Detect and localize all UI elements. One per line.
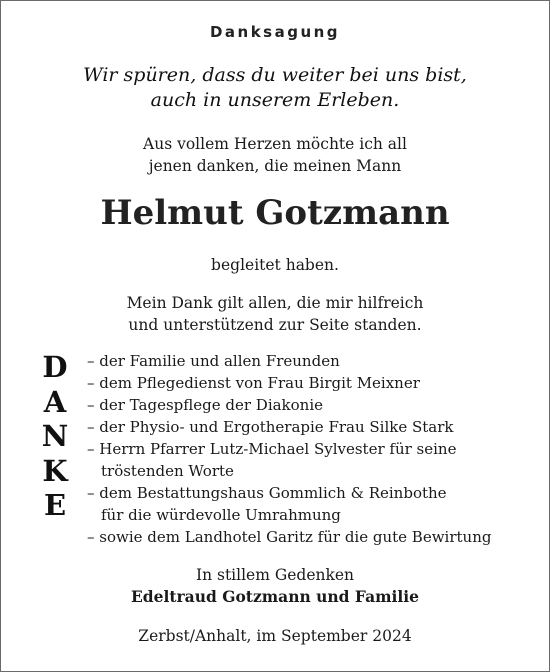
family-signature: Edeltraud Gotzmann und Familie (130, 587, 420, 606)
deceased-name: Helmut Gotzmann (100, 193, 450, 233)
memorial-quote (1, 63, 549, 113)
thanks-line-1: Mein Dank gilt allen, die mir hilfreich (126, 294, 424, 312)
danke-letter: D (42, 350, 68, 384)
intro-line-2: jenen danken, die meinen Mann (148, 157, 402, 175)
list-item (87, 394, 537, 416)
list-item-continuation: tröstenden Worte (101, 462, 234, 480)
list-item-continuation: für die würdevolle Umrahmung (101, 506, 341, 524)
danke-letter: N (41, 419, 69, 453)
list-item (87, 372, 537, 394)
list-item-text: – dem Pflegedienst von Frau Birgit Meixner (87, 374, 420, 392)
list-item-text: – der Tagespflege der Diakonie (87, 396, 324, 414)
danke-letter: K (42, 453, 68, 488)
thanks-text (1, 292, 549, 336)
list-item (87, 482, 537, 526)
after-name-text: begleitet haben. (211, 256, 339, 274)
closing-line-1: In stillem Gedenken (195, 566, 355, 584)
list-item (87, 526, 537, 548)
list-item-text: – der Physio- und Ergotherapie Frau Silke Stark (87, 418, 454, 436)
quote-line-1: Wir spüren, dass du weiter bei uns bist, (83, 64, 467, 86)
thanks-line-2: und unterstützend zur Seite standen. (128, 316, 422, 334)
closing-text (1, 564, 549, 608)
notice-heading: Danksagung (209, 23, 341, 41)
place-date: Zerbst/Anhalt, im September 2024 (138, 627, 412, 645)
list-item (87, 350, 537, 372)
intro-text (1, 133, 549, 177)
danke-letter: A (43, 384, 67, 419)
list-item-text: – dem Bestattungshaus Gommlich & Reinbothe (87, 484, 447, 502)
thanks-list (87, 350, 537, 548)
list-item-text: – der Familie und allen Freunden (87, 352, 340, 370)
list-item-text: – Herrn Pfarrer Lutz-Michael Sylvester für seine (87, 440, 457, 458)
danke-letter: E (43, 488, 67, 522)
intro-line-1: Aus vollem Herzen möchte ich all (143, 135, 407, 153)
list-item (87, 416, 537, 438)
list-item-text: – sowie dem Landhotel Garitz für die gute Bewirtung (87, 528, 492, 546)
quote-line-2: auch in unserem Erleben. (150, 89, 400, 111)
list-item (87, 438, 537, 482)
danke-vertical (37, 350, 73, 523)
